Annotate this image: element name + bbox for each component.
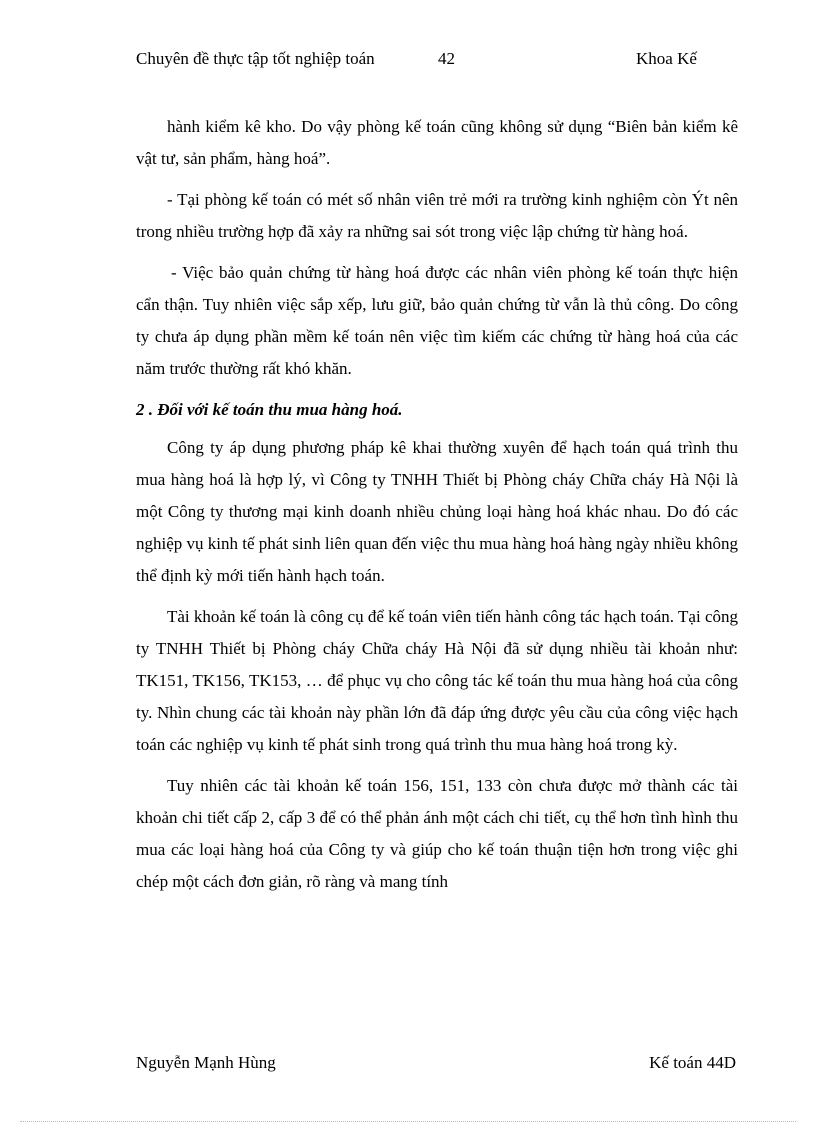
department-label: Khoa Kế (636, 49, 697, 68)
paragraph-1: hành kiểm kê kho. Do vậy phòng kế toán cũng không sử dụng “Biên bản kiểm kê vật tư, sản phẩm, hàng hoá”. (136, 117, 738, 168)
paragraph-6: Tuy nhiên các tài khoản kế toán 156, 151, 133 còn chưa được mở thành các tài khoản chi tiết cấp 2, cấp 3 để có thể phản ánh một cách chi tiết, cụ thể hơn tình hình thu mua các loại hàng hoá của Công ty và giúp cho kế toán thuận tiện hơn trong việc ghi chép một cách đơn giản, rõ ràng và mang tính (136, 776, 738, 891)
page-number: 42 (438, 49, 455, 68)
paragraph-3: - Việc bảo quản chứng từ hàng hoá được các nhân viên phòng kế toán thực hiện cẩn thận. Tuy nhiên việc sắp xếp, lưu giữ, bảo quản chứng từ vẫn là thủ công. Do công ty chưa áp dụng phần mềm kế toán nên việc tìm kiếm các chứng từ hàng hoá của các năm trước thường rất khó khăn. (136, 263, 738, 378)
page-bottom-rule (20, 1121, 796, 1122)
paragraph-4: Công ty áp dụng phương pháp kê khai thường xuyên để hạch toán quá trình thu mua hàng hoá là hợp lý, vì Công ty TNHH Thiết bị Phòng cháy Chữa cháy Hà Nội là một Công ty thương mại kinh doanh nhiều chủng loại hàng hoá khác nhau. Do đó các nghiệp vụ kinh tế phát sinh liên quan đến việc thu mua hàng hoá hàng ngày nhiều không thể định kỳ mới tiến hành hạch toán. (136, 438, 738, 585)
document-body (136, 111, 738, 907)
paragraph-5: Tài khoản kế toán là công cụ để kế toán viên tiến hành công tác hạch toán. Tại công ty TNHH Thiết bị Phòng cháy Chữa cháy Hà Nội đã sử dụng nhiều tài khoản như: TK151, TK156, TK153, … để phục vụ cho công tác kế toán thu mua hàng hoá của công ty. Nhìn chung các tài khoản này phần lớn đã đáp ứng được yêu cầu của công việc hạch toán các nghiệp vụ kinh tế phát sinh trong quá trình thu mua hàng hoá trong kỳ. (136, 607, 738, 754)
class-label: Kế toán 44D (649, 1053, 736, 1072)
document-title: Chuyên đề thực tập tốt nghiệp toán (136, 49, 375, 68)
author-name: Nguyễn Mạnh Hùng (136, 1053, 276, 1072)
page-header (136, 48, 736, 92)
paragraph-2: - Tại phòng kế toán có mét số nhân viên trẻ mới ra trường kinh nghiệm còn Ýt nên trong nhiều trường hợp đã xảy ra những sai sót trong việc lập chứng từ hàng hoá. (136, 190, 738, 241)
section-heading: 2 . Đối với kế toán thu mua hàng hoá. (136, 400, 403, 419)
